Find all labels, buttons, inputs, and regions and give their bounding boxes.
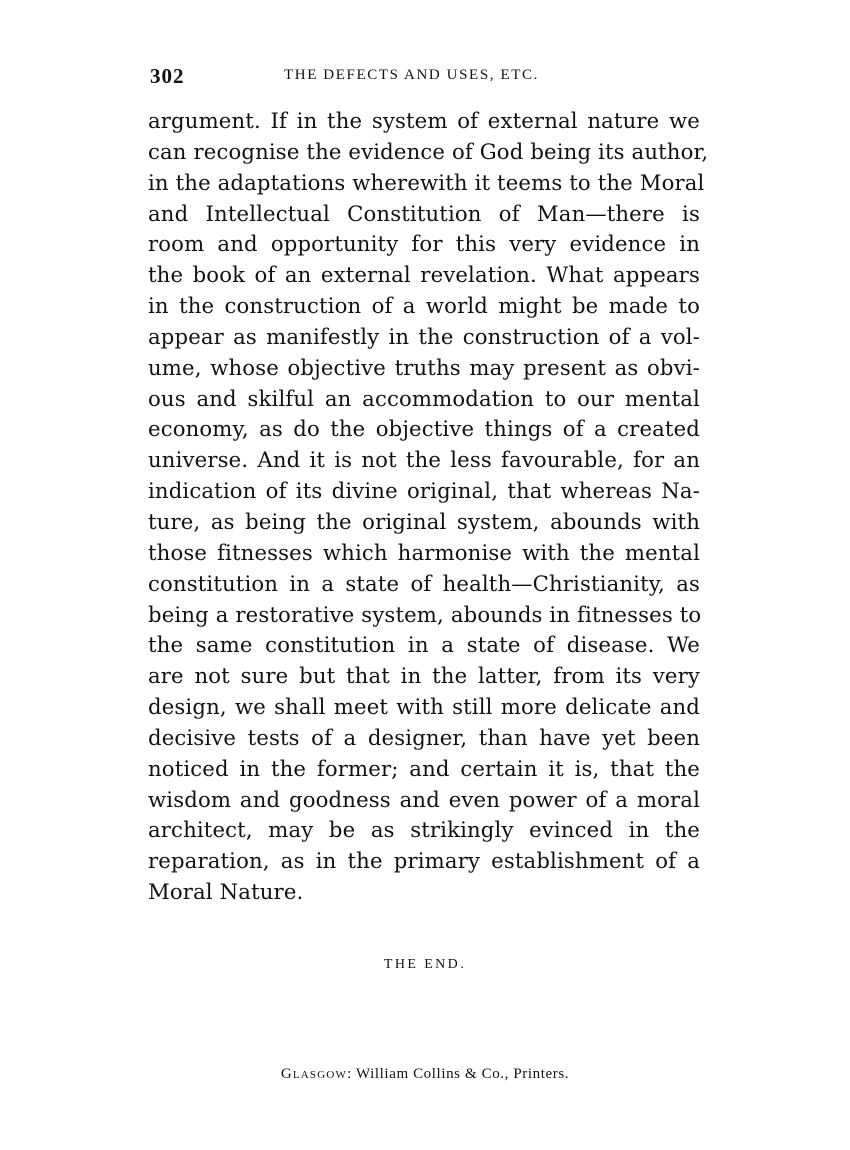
text-line: argument. If in the system of external nature we (148, 108, 700, 133)
text-line: room and opportunity for this very evidence in (148, 231, 700, 257)
text-line: ume, whose objective truths may present as obvi- (148, 354, 700, 380)
text-line: reparation, as in the primary establishment of a (148, 848, 700, 874)
the-end-label: THE END. (383, 957, 467, 972)
text-line: can recognise the evidence of God being its author, (148, 138, 709, 164)
text-line: the same constitution in a state of disease. We (148, 632, 700, 658)
text-line: indication of its divine original, that whereas Na- (148, 478, 700, 504)
text-line: economy, as do the objective things of a created (148, 416, 700, 442)
printer-imprint (0, 1066, 850, 1083)
text-line: being a restorative system, abounds in fitnesses to (148, 601, 702, 627)
text-line-last: Moral Nature. (148, 879, 304, 905)
text-line: decisive tests of a designer, than have yet been (148, 724, 700, 750)
imprint-place: Glasgow (280, 1066, 348, 1082)
text-line: design, we shall meet with still more delicate and (148, 694, 700, 720)
running-head (150, 64, 698, 92)
running-title: THE DEFECTS AND USES, ETC. (284, 67, 539, 83)
text-line: wisdom and goodness and even power of a moral (148, 786, 700, 812)
text-line: and Intellectual Constitution of Man—there is (148, 200, 700, 226)
text-line: architect, may be as strikingly evinced in the (148, 817, 700, 843)
text-line: universe. And it is not the less favourable, for an (148, 447, 700, 473)
text-line: appear as manifestly in the construction of a vol- (148, 323, 700, 349)
body-text (148, 106, 709, 908)
text-line: ture, as being the original system, abounds with (148, 508, 700, 534)
text-line: those fitnesses which harmonise with the mental (148, 539, 700, 565)
text-line: the book of an external revelation. What appears (148, 262, 700, 288)
imprint-rest: : William Collins & Co., Printers. (347, 1066, 570, 1082)
page-number: 302 (150, 64, 185, 88)
text-line: in the construction of a world might be made to (148, 293, 700, 319)
text-line: constitution in a state of health—Christianity, as (148, 570, 700, 596)
text-line: in the adaptations wherewith it teems to the Moral (148, 169, 705, 195)
text-line: ous and skilful an accommodation to our mental (148, 385, 700, 411)
text-line: noticed in the former; and certain it is, that the (148, 755, 700, 781)
text-line: are not sure but that in the latter, from its very (148, 663, 700, 689)
